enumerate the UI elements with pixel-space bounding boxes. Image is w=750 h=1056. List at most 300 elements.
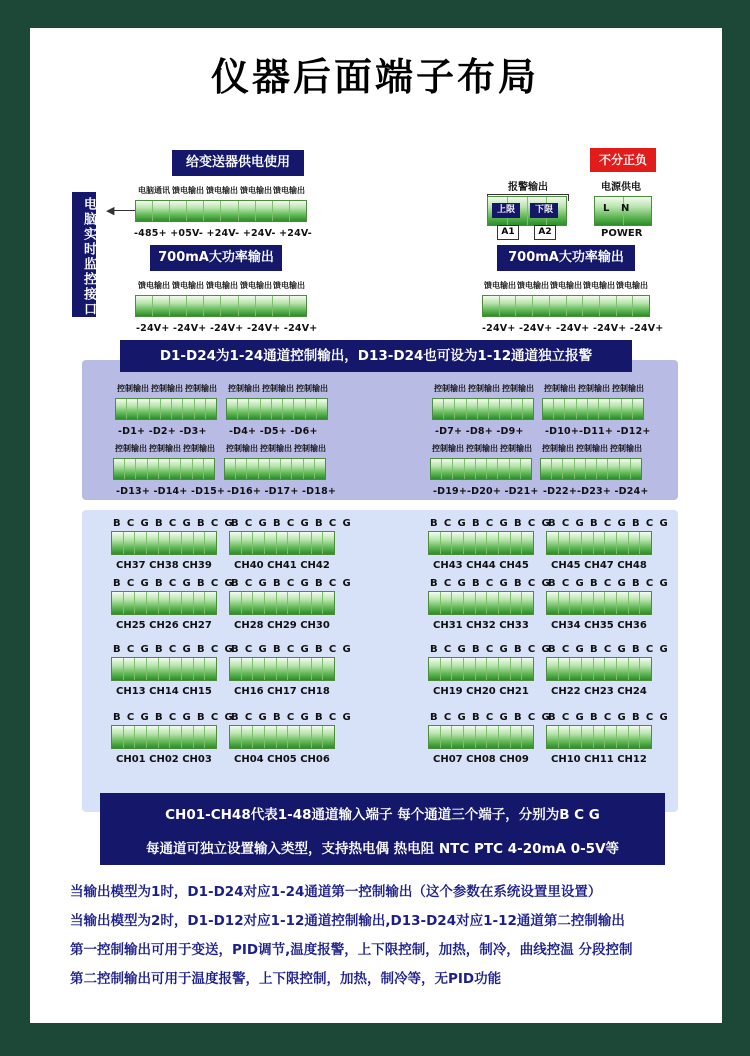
bcg-pin-labels: B C G B C G B C G bbox=[430, 712, 552, 723]
terminal-screw bbox=[522, 592, 533, 614]
power-supply-label: 电源供电 bbox=[601, 182, 641, 193]
control-output-label: 控制输出 bbox=[115, 444, 147, 453]
control-output-label: 控制输出 bbox=[260, 444, 292, 453]
channel-group-label: CH37 CH38 CH39 bbox=[116, 560, 212, 571]
control-output-label: 控制输出 bbox=[226, 444, 258, 453]
terminal-screw bbox=[265, 726, 277, 748]
terminal-screw bbox=[599, 399, 610, 419]
terminal-screw bbox=[594, 726, 606, 748]
bcg-pin-labels: B C G B C G B C G bbox=[548, 712, 670, 723]
channel-group-label: CH01 CH02 CH03 bbox=[116, 754, 212, 765]
terminal-screw bbox=[112, 592, 124, 614]
l-pin-label: L bbox=[603, 203, 610, 214]
terminal-screw bbox=[116, 399, 127, 419]
terminal-screw bbox=[588, 399, 599, 419]
terminal-screw bbox=[570, 592, 582, 614]
terminal-screw bbox=[238, 399, 249, 419]
terminal-screw bbox=[522, 532, 533, 554]
terminal-screw bbox=[114, 459, 125, 479]
control-output-label: 控制输出 bbox=[296, 384, 328, 393]
terminal-screw bbox=[272, 399, 283, 419]
control-pin-labels: -D4+ -D5+ -D6+ bbox=[229, 426, 318, 437]
alarm-output-label: 报警输出 bbox=[508, 182, 548, 193]
terminal-screw bbox=[452, 532, 464, 554]
channel-group-label: CH16 CH17 CH18 bbox=[234, 686, 330, 697]
control-output-banner: D1-D24为1-24通道控制输出，D13-D24也可设为1-12通道独立报警 bbox=[120, 340, 632, 372]
terminal-screw bbox=[277, 658, 289, 680]
terminal-screw bbox=[597, 459, 608, 479]
label-feed-out: 馈电输出 bbox=[273, 281, 305, 290]
pc-monitor-port-label: 电脑实时监控接口 bbox=[72, 192, 96, 317]
terminal-screw bbox=[147, 726, 159, 748]
terminal-screw bbox=[498, 459, 509, 479]
terminal-block bbox=[546, 725, 652, 749]
control-output-label: 控制输出 bbox=[576, 444, 608, 453]
terminal-block bbox=[135, 200, 307, 222]
terminal-screw bbox=[586, 459, 597, 479]
terminal-screw bbox=[253, 532, 265, 554]
terminal-screw bbox=[273, 201, 290, 221]
terminal-screw bbox=[205, 532, 216, 554]
terminal-screw bbox=[547, 658, 559, 680]
terminal-screw bbox=[608, 459, 619, 479]
terminal-screw bbox=[136, 201, 153, 221]
control-pin-labels: -D16+ -D17+ -D18+ bbox=[227, 486, 337, 497]
terminal-screw bbox=[570, 532, 582, 554]
terminal-block bbox=[111, 531, 217, 555]
terminal-screw bbox=[230, 658, 242, 680]
terminal-screw bbox=[563, 459, 574, 479]
terminal-screw bbox=[478, 399, 489, 419]
terminal-block bbox=[115, 398, 217, 420]
channel-group-label: CH07 CH08 CH09 bbox=[433, 754, 529, 765]
control-output-label: 控制输出 bbox=[542, 444, 574, 453]
terminal-screw bbox=[476, 658, 488, 680]
terminal-screw bbox=[547, 726, 559, 748]
terminal-screw bbox=[312, 658, 324, 680]
terminal-screw bbox=[617, 726, 629, 748]
terminal-screw bbox=[453, 459, 464, 479]
terminal-screw bbox=[253, 592, 265, 614]
terminal-screw bbox=[521, 459, 531, 479]
a2-tag: A2 bbox=[534, 225, 556, 240]
terminal-screw bbox=[124, 658, 136, 680]
terminal-screw bbox=[194, 532, 206, 554]
terminal-screw bbox=[136, 459, 147, 479]
label-feed-out: 馈电输出 bbox=[206, 281, 238, 290]
label-feed-out: 馈电输出 bbox=[550, 281, 582, 290]
channel-group-label: CH10 CH11 CH12 bbox=[551, 754, 647, 765]
terminal-screw bbox=[452, 658, 464, 680]
channel-group-label: CH25 CH26 CH27 bbox=[116, 620, 212, 631]
terminal-screw bbox=[547, 592, 559, 614]
terminal-screw bbox=[499, 592, 511, 614]
terminal-block bbox=[540, 458, 642, 480]
channel-group-label: CH43 CH44 CH45 bbox=[433, 560, 529, 571]
note-line: 当输出模型为1时，D1-D24对应1-24通道第一控制输出（这个参数在系统设置里设置） bbox=[70, 884, 602, 900]
channel-group-label: CH04 CH05 CH06 bbox=[234, 754, 330, 765]
terminal-screw bbox=[594, 592, 606, 614]
terminal-screw bbox=[136, 296, 153, 316]
terminal-screw bbox=[582, 726, 594, 748]
terminal-screw bbox=[256, 296, 273, 316]
terminal-screw bbox=[323, 592, 334, 614]
terminal-block bbox=[546, 591, 652, 615]
terminal-block bbox=[432, 398, 534, 420]
terminal-screw bbox=[464, 532, 476, 554]
terminal-screw bbox=[631, 459, 641, 479]
label-feed-out: 馈电输出 bbox=[240, 281, 272, 290]
terminal-screw bbox=[195, 399, 206, 419]
terminal-screw bbox=[259, 459, 270, 479]
arrow-left-line bbox=[113, 210, 135, 211]
terminal-block bbox=[542, 398, 644, 420]
label-feed-out: 馈电输出 bbox=[273, 186, 305, 195]
channel-group-label: CH13 CH14 CH15 bbox=[116, 686, 212, 697]
control-output-label: 控制输出 bbox=[544, 384, 576, 393]
label-pc-comm: 电脑通讯 bbox=[138, 186, 170, 195]
channel-group-label: CH22 CH23 CH24 bbox=[551, 686, 647, 697]
terminal-block bbox=[229, 657, 335, 681]
terminal-screw bbox=[455, 399, 466, 419]
terminal-screw bbox=[147, 658, 159, 680]
terminal-screw bbox=[230, 592, 242, 614]
control-pin-labels: -D1+ -D2+ -D3+ bbox=[118, 426, 207, 437]
terminal-screw bbox=[640, 532, 651, 554]
terminal-screw bbox=[605, 592, 617, 614]
terminal-screw bbox=[559, 658, 571, 680]
terminal-screw bbox=[281, 459, 292, 479]
terminal-screw bbox=[183, 399, 194, 419]
terminal-screw bbox=[288, 726, 300, 748]
terminal-screw bbox=[290, 201, 306, 221]
control-output-label: 控制输出 bbox=[117, 384, 149, 393]
terminal-screw bbox=[640, 592, 651, 614]
terminal-screw bbox=[620, 459, 631, 479]
terminal-block bbox=[135, 295, 307, 317]
bcg-pin-labels: B C G B C G B C G bbox=[113, 578, 235, 589]
terminal-screw bbox=[600, 296, 617, 316]
terminal-screw bbox=[138, 399, 149, 419]
control-output-label: 控制输出 bbox=[185, 384, 217, 393]
terminal-screw bbox=[204, 459, 214, 479]
terminal-screw bbox=[277, 592, 289, 614]
terminal-screw bbox=[181, 459, 192, 479]
label-feed-out: 馈电输出 bbox=[616, 281, 648, 290]
control-output-label: 控制输出 bbox=[432, 444, 464, 453]
terminal-screw bbox=[300, 658, 312, 680]
terminal-screw bbox=[629, 532, 641, 554]
terminal-screw bbox=[242, 726, 254, 748]
terminal-screw bbox=[442, 459, 453, 479]
pin-labels: -24V+ -24V+ -24V+ -24V+ -24V+ bbox=[136, 323, 318, 334]
terminal-screw bbox=[242, 658, 254, 680]
terminal-screw bbox=[429, 532, 441, 554]
control-output-label: 控制输出 bbox=[151, 384, 183, 393]
banner-line-1: CH01-CH48代表1-48通道输入端子 每个通道三个端子，分别为B C G bbox=[165, 807, 600, 823]
channel-group-label: CH31 CH32 CH33 bbox=[433, 620, 529, 631]
terminal-screw bbox=[206, 399, 216, 419]
terminal-screw bbox=[610, 399, 621, 419]
terminal-screw bbox=[253, 726, 265, 748]
terminal-screw bbox=[112, 726, 124, 748]
terminal-block bbox=[430, 458, 532, 480]
terminal-screw bbox=[170, 296, 187, 316]
terminal-screw bbox=[640, 658, 651, 680]
control-output-label: 控制输出 bbox=[262, 384, 294, 393]
control-pin-labels: -D22+-D23+ -D24+ bbox=[543, 486, 649, 497]
terminal-screw bbox=[300, 532, 312, 554]
terminal-screw bbox=[315, 459, 325, 479]
terminal-screw bbox=[523, 399, 533, 419]
terminal-screw bbox=[533, 296, 550, 316]
terminal-screw bbox=[487, 592, 499, 614]
power-label: POWER bbox=[601, 228, 643, 239]
terminal-screw bbox=[499, 532, 511, 554]
lower-limit-tag: 下限 bbox=[530, 203, 558, 218]
bcg-pin-labels: B C G B C G B C G bbox=[548, 644, 670, 655]
control-output-label: 控制输出 bbox=[228, 384, 260, 393]
label-feed-out: 馈电输出 bbox=[484, 281, 516, 290]
terminal-screw bbox=[431, 459, 442, 479]
terminal-screw bbox=[617, 592, 629, 614]
terminal-screw bbox=[205, 726, 216, 748]
channel-group-label: CH34 CH35 CH36 bbox=[551, 620, 647, 631]
terminal-screw bbox=[290, 296, 306, 316]
terminal-screw bbox=[236, 459, 247, 479]
channel-group-label: CH19 CH20 CH21 bbox=[433, 686, 529, 697]
terminal-screw bbox=[511, 532, 523, 554]
terminal-screw bbox=[565, 399, 576, 419]
terminal-screw bbox=[605, 532, 617, 554]
terminal-screw bbox=[441, 726, 453, 748]
a1-tag: A1 bbox=[497, 225, 519, 240]
bcg-pin-labels: B C G B C G B C G bbox=[430, 578, 552, 589]
terminal-screw bbox=[594, 658, 606, 680]
terminal-screw bbox=[465, 459, 476, 479]
terminal-block bbox=[546, 657, 652, 681]
terminal-screw bbox=[249, 399, 260, 419]
terminal-screw bbox=[629, 726, 641, 748]
terminal-screw bbox=[153, 296, 170, 316]
label-feed-out: 馈电输出 bbox=[517, 281, 549, 290]
terminal-block bbox=[224, 458, 326, 480]
terminal-screw bbox=[205, 658, 216, 680]
terminal-screw bbox=[487, 532, 499, 554]
terminal-screw bbox=[277, 532, 289, 554]
terminal-block bbox=[229, 725, 335, 749]
label-feed-out: 馈电输出 bbox=[206, 186, 238, 195]
bcg-pin-labels: B C G B C G B C G bbox=[231, 518, 353, 529]
control-output-label: 控制输出 bbox=[466, 444, 498, 453]
terminal-screw bbox=[554, 399, 565, 419]
terminal-screw bbox=[582, 532, 594, 554]
terminal-screw bbox=[294, 399, 305, 419]
terminal-screw bbox=[253, 658, 265, 680]
label-feed-out: 馈电输出 bbox=[172, 281, 204, 290]
channel-info-banner bbox=[100, 793, 665, 865]
banner-line-2: 每通道可独立设置输入类型，支持热电偶 热电阻 NTC PTC 4-20mA 0-5V等 bbox=[145, 841, 620, 857]
high-power-heading-right: 700mA大功率输出 bbox=[497, 245, 635, 271]
terminal-screw bbox=[500, 296, 517, 316]
terminal-screw bbox=[221, 296, 238, 316]
terminal-block bbox=[428, 531, 534, 555]
terminal-screw bbox=[323, 658, 334, 680]
terminal-screw bbox=[499, 726, 511, 748]
terminal-screw bbox=[433, 399, 444, 419]
terminal-screw bbox=[629, 658, 641, 680]
terminal-screw bbox=[112, 532, 124, 554]
terminal-screw bbox=[194, 592, 206, 614]
terminal-screw bbox=[304, 459, 315, 479]
terminal-screw bbox=[487, 459, 498, 479]
terminal-screw bbox=[182, 592, 194, 614]
channel-group-label: CH45 CH47 CH48 bbox=[551, 560, 647, 571]
terminal-screw bbox=[441, 658, 453, 680]
terminal-screw bbox=[182, 726, 194, 748]
terminal-screw bbox=[312, 592, 324, 614]
terminal-screw bbox=[487, 658, 499, 680]
bcg-pin-labels: B C G B C G B C G bbox=[231, 578, 353, 589]
terminal-block bbox=[111, 657, 217, 681]
terminal-screw bbox=[261, 399, 272, 419]
terminal-screw bbox=[256, 201, 273, 221]
control-output-label: 控制输出 bbox=[468, 384, 500, 393]
terminal-screw bbox=[159, 658, 171, 680]
terminal-screw bbox=[617, 532, 629, 554]
terminal-screw bbox=[312, 532, 324, 554]
terminal-screw bbox=[161, 399, 172, 419]
terminal-screw bbox=[159, 532, 171, 554]
terminal-screw bbox=[265, 658, 277, 680]
terminal-screw bbox=[522, 658, 533, 680]
terminal-screw bbox=[273, 296, 290, 316]
control-output-label: 控制输出 bbox=[612, 384, 644, 393]
terminal-screw bbox=[511, 658, 523, 680]
terminal-screw bbox=[317, 399, 327, 419]
terminal-screw bbox=[125, 459, 136, 479]
terminal-screw bbox=[135, 658, 147, 680]
label-feed-out: 馈电输出 bbox=[240, 186, 272, 195]
control-output-label: 控制输出 bbox=[149, 444, 181, 453]
terminal-screw bbox=[522, 726, 533, 748]
terminal-screw bbox=[312, 726, 324, 748]
terminal-screw bbox=[187, 296, 204, 316]
terminal-screw bbox=[582, 658, 594, 680]
control-output-label: 控制输出 bbox=[610, 444, 642, 453]
terminal-screw bbox=[550, 296, 567, 316]
terminal-screw bbox=[182, 532, 194, 554]
note-line: 当输出模型为2时，D1-D12对应1-12通道控制输出,D13-D24对应1-12通道第二控制输出 bbox=[70, 913, 625, 929]
terminal-block bbox=[482, 295, 650, 317]
terminal-screw bbox=[476, 459, 487, 479]
terminal-block bbox=[428, 657, 534, 681]
control-output-label: 控制输出 bbox=[500, 444, 532, 453]
terminal-screw bbox=[306, 399, 317, 419]
terminal-screw bbox=[227, 399, 238, 419]
terminal-screw bbox=[464, 726, 476, 748]
terminal-screw bbox=[300, 726, 312, 748]
terminal-screw bbox=[511, 592, 523, 614]
terminal-screw bbox=[617, 296, 634, 316]
bcg-pin-labels: B C G B C G B C G bbox=[231, 712, 353, 723]
terminal-block bbox=[428, 725, 534, 749]
terminal-screw bbox=[204, 296, 221, 316]
control-output-label: 控制输出 bbox=[183, 444, 215, 453]
note-line: 第二控制输出可用于温度报警，上下限控制，加热，制冷等，无PID功能 bbox=[70, 971, 502, 987]
terminal-screw bbox=[516, 296, 533, 316]
terminal-screw bbox=[489, 399, 500, 419]
bcg-pin-labels: B C G B C G B C G bbox=[548, 578, 670, 589]
terminal-block bbox=[229, 531, 335, 555]
terminal-screw bbox=[148, 459, 159, 479]
terminal-screw bbox=[172, 399, 183, 419]
terminal-screw bbox=[444, 399, 455, 419]
note-line: 第一控制输出可用于变送，PID调节,温度报警，上下限控制，加热，制冷，曲线控温 分段控制 bbox=[70, 942, 633, 958]
control-pin-labels: -D10+-D11+ -D12+ bbox=[545, 426, 651, 437]
bcg-pin-labels: B C G B C G B C G bbox=[548, 518, 670, 529]
page-title: 仪器后面端子布局 bbox=[210, 55, 539, 99]
control-output-label: 控制输出 bbox=[434, 384, 466, 393]
terminal-screw bbox=[629, 592, 641, 614]
terminal-block bbox=[229, 591, 335, 615]
terminal-screw bbox=[221, 201, 238, 221]
terminal-screw bbox=[239, 296, 256, 316]
terminal-block bbox=[226, 398, 328, 420]
terminal-screw bbox=[242, 532, 254, 554]
terminal-screw bbox=[159, 726, 171, 748]
terminal-screw bbox=[182, 658, 194, 680]
terminal-screw bbox=[464, 658, 476, 680]
terminal-screw bbox=[135, 532, 147, 554]
terminal-screw bbox=[487, 726, 499, 748]
terminal-screw bbox=[559, 592, 571, 614]
terminal-screw bbox=[159, 592, 171, 614]
terminal-screw bbox=[300, 592, 312, 614]
terminal-screw bbox=[193, 459, 204, 479]
label-feed-out: 馈电输出 bbox=[583, 281, 615, 290]
terminal-screw bbox=[292, 459, 303, 479]
polarity-badge: 不分正负 bbox=[590, 148, 656, 172]
terminal-screw bbox=[265, 592, 277, 614]
bcg-pin-labels: B C G B C G B C G bbox=[113, 644, 235, 655]
terminal-screw bbox=[452, 592, 464, 614]
terminal-screw bbox=[135, 592, 147, 614]
terminal-screw bbox=[429, 592, 441, 614]
bcg-pin-labels: B C G B C G B C G bbox=[430, 518, 552, 529]
terminal-screw bbox=[559, 726, 571, 748]
transmitter-power-heading: 给变送器供电使用 bbox=[172, 150, 304, 176]
terminal-screw bbox=[170, 726, 182, 748]
terminal-screw bbox=[230, 726, 242, 748]
terminal-screw bbox=[575, 459, 586, 479]
terminal-screw bbox=[135, 726, 147, 748]
terminal-screw bbox=[124, 726, 136, 748]
terminal-screw bbox=[464, 592, 476, 614]
n-pin-label: N bbox=[621, 203, 630, 214]
arrow-left-icon: ◀ bbox=[106, 204, 115, 217]
upper-limit-tag: 上限 bbox=[492, 203, 520, 218]
terminal-screw bbox=[547, 532, 559, 554]
terminal-screw bbox=[150, 399, 161, 419]
control-pin-labels: -D13+ -D14+ -D15+ bbox=[116, 486, 226, 497]
terminal-screw bbox=[323, 726, 334, 748]
terminal-block bbox=[428, 591, 534, 615]
terminal-screw bbox=[170, 201, 187, 221]
label-feed-out: 馈电输出 bbox=[172, 186, 204, 195]
terminal-screw bbox=[605, 726, 617, 748]
terminal-screw bbox=[511, 726, 523, 748]
